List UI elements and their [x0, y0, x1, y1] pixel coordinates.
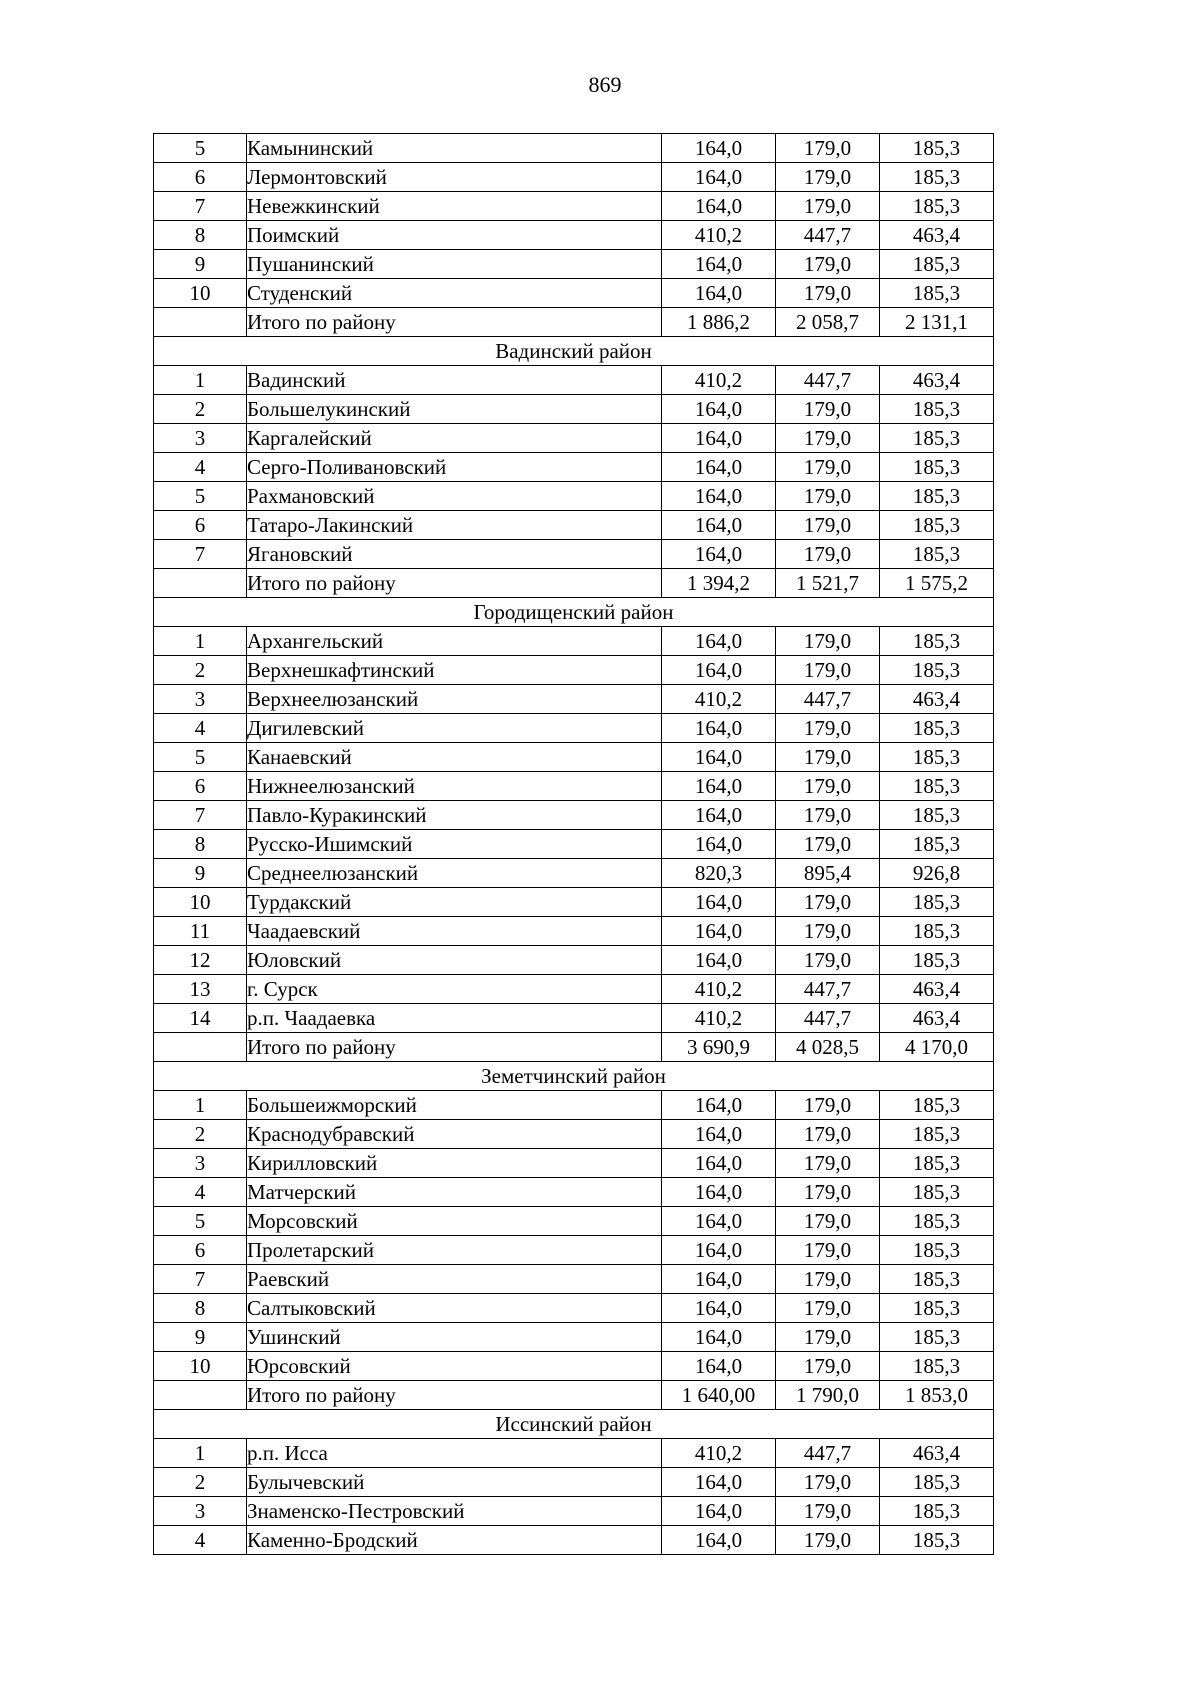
- row-number: 4: [154, 1526, 247, 1555]
- value-col-3: 185,3: [880, 917, 994, 946]
- total-row: [154, 1033, 994, 1062]
- table-row: [154, 627, 994, 656]
- value-col-3: 185,3: [880, 192, 994, 221]
- settlement-name: р.п. Исса: [247, 1439, 662, 1468]
- total-row: [154, 569, 994, 598]
- row-number: 7: [154, 801, 247, 830]
- value-col-2: 179,0: [776, 279, 880, 308]
- row-number: 1: [154, 627, 247, 656]
- value-col-2: 179,0: [776, 453, 880, 482]
- value-col-3: 185,3: [880, 482, 994, 511]
- settlement-name: Русско-Ишимский: [247, 830, 662, 859]
- settlement-name: Булычевский: [247, 1468, 662, 1497]
- value-col-3: 463,4: [880, 1004, 994, 1033]
- value-col-1: 164,0: [662, 192, 776, 221]
- table-row: [154, 714, 994, 743]
- value-col-3: 185,3: [880, 656, 994, 685]
- table-row: [154, 1091, 994, 1120]
- value-col-3: 185,3: [880, 1352, 994, 1381]
- row-number: 6: [154, 163, 247, 192]
- value-col-2: 895,4: [776, 859, 880, 888]
- row-number: 1: [154, 1439, 247, 1468]
- value-col-3: 926,8: [880, 859, 994, 888]
- settlement-name: Камынинский: [247, 134, 662, 163]
- table-row: [154, 1439, 994, 1468]
- value-col-1: 820,3: [662, 859, 776, 888]
- value-col-1: 164,0: [662, 134, 776, 163]
- value-col-1: 164,0: [662, 1468, 776, 1497]
- table-row: [154, 1265, 994, 1294]
- total-value-1: 1 886,2: [662, 308, 776, 337]
- total-value-3: 4 170,0: [880, 1033, 994, 1062]
- total-label: Итого по району: [247, 1033, 662, 1062]
- table-row: [154, 1526, 994, 1555]
- value-col-1: 410,2: [662, 975, 776, 1004]
- table-row: [154, 1352, 994, 1381]
- value-col-2: 179,0: [776, 830, 880, 859]
- settlement-name: г. Сурск: [247, 975, 662, 1004]
- value-col-2: 179,0: [776, 743, 880, 772]
- district-header-row: [154, 1062, 994, 1091]
- table-row: [154, 279, 994, 308]
- value-col-1: 164,0: [662, 1149, 776, 1178]
- value-col-1: 410,2: [662, 685, 776, 714]
- value-col-1: 164,0: [662, 772, 776, 801]
- table-row: [154, 1120, 994, 1149]
- table-row: [154, 801, 994, 830]
- row-number: 4: [154, 1178, 247, 1207]
- settlement-name: Поимский: [247, 221, 662, 250]
- total-label: Итого по району: [247, 569, 662, 598]
- settlement-name: Архангельский: [247, 627, 662, 656]
- value-col-2: 179,0: [776, 1497, 880, 1526]
- value-col-3: 463,4: [880, 975, 994, 1004]
- table-row: [154, 453, 994, 482]
- value-col-1: 164,0: [662, 627, 776, 656]
- value-col-1: 164,0: [662, 743, 776, 772]
- value-col-1: 164,0: [662, 714, 776, 743]
- value-col-1: 410,2: [662, 1439, 776, 1468]
- row-number: 13: [154, 975, 247, 1004]
- value-col-2: 447,7: [776, 366, 880, 395]
- value-col-2: 447,7: [776, 1439, 880, 1468]
- value-col-1: 164,0: [662, 1236, 776, 1265]
- value-col-3: 185,3: [880, 1497, 994, 1526]
- row-number: 12: [154, 946, 247, 975]
- value-col-3: 185,3: [880, 743, 994, 772]
- row-number: 8: [154, 221, 247, 250]
- row-number: 6: [154, 1236, 247, 1265]
- row-number: 7: [154, 1265, 247, 1294]
- value-col-1: 164,0: [662, 1265, 776, 1294]
- settlement-name: Пролетарский: [247, 1236, 662, 1265]
- table-row: [154, 1178, 994, 1207]
- value-col-1: 164,0: [662, 279, 776, 308]
- value-col-1: 164,0: [662, 1526, 776, 1555]
- row-number: 5: [154, 482, 247, 511]
- value-col-2: 179,0: [776, 1323, 880, 1352]
- total-value-3: 1 853,0: [880, 1381, 994, 1410]
- value-col-1: 164,0: [662, 1497, 776, 1526]
- value-col-3: 463,4: [880, 221, 994, 250]
- table-row: [154, 221, 994, 250]
- value-col-1: 164,0: [662, 482, 776, 511]
- funding-table: [153, 133, 994, 1555]
- table-row: [154, 163, 994, 192]
- row-number-empty: [154, 1381, 247, 1410]
- settlement-name: Юрсовский: [247, 1352, 662, 1381]
- total-value-2: 2 058,7: [776, 308, 880, 337]
- value-col-3: 185,3: [880, 395, 994, 424]
- settlement-name: Невежкинский: [247, 192, 662, 221]
- settlement-name: Салтыковский: [247, 1294, 662, 1323]
- settlement-name: Лермонтовский: [247, 163, 662, 192]
- value-col-2: 179,0: [776, 163, 880, 192]
- row-number: 5: [154, 743, 247, 772]
- table-body: [154, 134, 994, 1555]
- row-number: 8: [154, 830, 247, 859]
- value-col-2: 179,0: [776, 888, 880, 917]
- district-header: Городищенский район: [154, 598, 994, 627]
- settlement-name: Среднеелюзанский: [247, 859, 662, 888]
- value-col-2: 179,0: [776, 1149, 880, 1178]
- value-col-1: 164,0: [662, 1091, 776, 1120]
- table-row: [154, 743, 994, 772]
- value-col-2: 179,0: [776, 1352, 880, 1381]
- value-col-1: 164,0: [662, 946, 776, 975]
- value-col-2: 179,0: [776, 1294, 880, 1323]
- settlement-name: Вадинский: [247, 366, 662, 395]
- value-col-2: 179,0: [776, 395, 880, 424]
- settlement-name: Кирилловский: [247, 1149, 662, 1178]
- settlement-name: Знаменско-Пестровский: [247, 1497, 662, 1526]
- settlement-name: Турдакский: [247, 888, 662, 917]
- value-col-2: 179,0: [776, 511, 880, 540]
- row-number-empty: [154, 569, 247, 598]
- value-col-1: 164,0: [662, 888, 776, 917]
- value-col-2: 179,0: [776, 1526, 880, 1555]
- value-col-1: 164,0: [662, 656, 776, 685]
- district-header-row: [154, 1410, 994, 1439]
- settlement-name: Юловский: [247, 946, 662, 975]
- row-number: 5: [154, 134, 247, 163]
- settlement-name: Чаадаевский: [247, 917, 662, 946]
- value-col-2: 179,0: [776, 656, 880, 685]
- row-number: 14: [154, 1004, 247, 1033]
- value-col-3: 185,3: [880, 627, 994, 656]
- total-label: Итого по району: [247, 1381, 662, 1410]
- value-col-1: 164,0: [662, 163, 776, 192]
- table-row: [154, 250, 994, 279]
- value-col-3: 185,3: [880, 1294, 994, 1323]
- total-value-3: 2 131,1: [880, 308, 994, 337]
- table-row: [154, 1323, 994, 1352]
- value-col-1: 410,2: [662, 221, 776, 250]
- total-row: [154, 1381, 994, 1410]
- district-header: Иссинский район: [154, 1410, 994, 1439]
- page-number: 869: [588, 72, 622, 97]
- value-col-2: 179,0: [776, 946, 880, 975]
- value-col-2: 179,0: [776, 424, 880, 453]
- table-row: [154, 1207, 994, 1236]
- value-col-3: 463,4: [880, 685, 994, 714]
- value-col-2: 179,0: [776, 1265, 880, 1294]
- value-col-2: 179,0: [776, 1091, 880, 1120]
- value-col-3: 185,3: [880, 511, 994, 540]
- district-header-row: [154, 337, 994, 366]
- value-col-2: 179,0: [776, 1178, 880, 1207]
- value-col-1: 164,0: [662, 250, 776, 279]
- value-col-3: 185,3: [880, 946, 994, 975]
- value-col-3: 185,3: [880, 1323, 994, 1352]
- settlement-name: Рахмановский: [247, 482, 662, 511]
- value-col-3: 463,4: [880, 366, 994, 395]
- table-row: [154, 685, 994, 714]
- settlement-name: Студенский: [247, 279, 662, 308]
- settlement-name: Татаро-Лакинский: [247, 511, 662, 540]
- settlement-name: Большелукинский: [247, 395, 662, 424]
- table-row: [154, 946, 994, 975]
- row-number: 3: [154, 424, 247, 453]
- value-col-2: 179,0: [776, 482, 880, 511]
- total-value-1: 1 640,00: [662, 1381, 776, 1410]
- settlement-name: Большеижморский: [247, 1091, 662, 1120]
- settlement-name: Пушанинский: [247, 250, 662, 279]
- table-row: [154, 1294, 994, 1323]
- total-value-3: 1 575,2: [880, 569, 994, 598]
- value-col-1: 164,0: [662, 424, 776, 453]
- row-number: 9: [154, 859, 247, 888]
- row-number: 6: [154, 772, 247, 801]
- total-value-2: 4 028,5: [776, 1033, 880, 1062]
- value-col-1: 164,0: [662, 830, 776, 859]
- value-col-1: 164,0: [662, 1207, 776, 1236]
- settlement-name: Раевский: [247, 1265, 662, 1294]
- total-row: [154, 308, 994, 337]
- value-col-1: 164,0: [662, 453, 776, 482]
- total-value-2: 1 521,7: [776, 569, 880, 598]
- district-header: Вадинский район: [154, 337, 994, 366]
- value-col-2: 179,0: [776, 772, 880, 801]
- row-number: 7: [154, 192, 247, 221]
- settlement-name: Верхнеелюзанский: [247, 685, 662, 714]
- table-row: [154, 830, 994, 859]
- total-value-2: 1 790,0: [776, 1381, 880, 1410]
- row-number: 3: [154, 685, 247, 714]
- row-number: 10: [154, 888, 247, 917]
- value-col-3: 185,3: [880, 1236, 994, 1265]
- value-col-3: 185,3: [880, 1149, 994, 1178]
- row-number-empty: [154, 308, 247, 337]
- row-number: 2: [154, 656, 247, 685]
- value-col-3: 185,3: [880, 714, 994, 743]
- value-col-2: 179,0: [776, 1468, 880, 1497]
- value-col-3: 185,3: [880, 134, 994, 163]
- value-col-1: 164,0: [662, 1323, 776, 1352]
- table-row: [154, 482, 994, 511]
- row-number: 9: [154, 1323, 247, 1352]
- row-number: 2: [154, 1120, 247, 1149]
- settlement-name: Верхнешкафтинский: [247, 656, 662, 685]
- table-row: [154, 511, 994, 540]
- settlement-name: Морсовский: [247, 1207, 662, 1236]
- value-col-3: 185,3: [880, 250, 994, 279]
- settlement-name: Каргалейский: [247, 424, 662, 453]
- table-row: [154, 1497, 994, 1526]
- settlement-name: Канаевский: [247, 743, 662, 772]
- value-col-2: 447,7: [776, 1004, 880, 1033]
- value-col-1: 410,2: [662, 1004, 776, 1033]
- table-row: [154, 888, 994, 917]
- value-col-3: 185,3: [880, 772, 994, 801]
- settlement-name: Ушинский: [247, 1323, 662, 1352]
- table-row: [154, 1236, 994, 1265]
- value-col-1: 164,0: [662, 1178, 776, 1207]
- value-col-3: 185,3: [880, 830, 994, 859]
- value-col-3: 185,3: [880, 279, 994, 308]
- district-header: Земетчинский район: [154, 1062, 994, 1091]
- row-number: 9: [154, 250, 247, 279]
- value-col-1: 164,0: [662, 395, 776, 424]
- table-row: [154, 395, 994, 424]
- row-number: 7: [154, 540, 247, 569]
- row-number: 2: [154, 1468, 247, 1497]
- settlement-name: Краснодубравский: [247, 1120, 662, 1149]
- row-number: 3: [154, 1149, 247, 1178]
- settlement-name: Дигилевский: [247, 714, 662, 743]
- table-row: [154, 772, 994, 801]
- value-col-1: 164,0: [662, 917, 776, 946]
- value-col-3: 463,4: [880, 1439, 994, 1468]
- row-number: 2: [154, 395, 247, 424]
- value-col-3: 185,3: [880, 163, 994, 192]
- table-row: [154, 1468, 994, 1497]
- table-row: [154, 917, 994, 946]
- value-col-1: 164,0: [662, 511, 776, 540]
- settlement-name: р.п. Чаадаевка: [247, 1004, 662, 1033]
- value-col-2: 179,0: [776, 1236, 880, 1265]
- table-row: [154, 366, 994, 395]
- row-number: 1: [154, 1091, 247, 1120]
- settlement-name: Ягановский: [247, 540, 662, 569]
- table-row: [154, 192, 994, 221]
- value-col-3: 185,3: [880, 453, 994, 482]
- value-col-2: 179,0: [776, 1207, 880, 1236]
- value-col-1: 410,2: [662, 366, 776, 395]
- row-number-empty: [154, 1033, 247, 1062]
- row-number: 10: [154, 279, 247, 308]
- row-number: 1: [154, 366, 247, 395]
- value-col-3: 185,3: [880, 1091, 994, 1120]
- row-number: 4: [154, 453, 247, 482]
- value-col-2: 179,0: [776, 540, 880, 569]
- value-col-1: 164,0: [662, 1352, 776, 1381]
- table-row: [154, 540, 994, 569]
- settlement-name: Нижнеелюзанский: [247, 772, 662, 801]
- row-number: 3: [154, 1497, 247, 1526]
- settlement-name: Каменно-Бродский: [247, 1526, 662, 1555]
- table-row: [154, 1004, 994, 1033]
- table-row: [154, 859, 994, 888]
- table-row: [154, 656, 994, 685]
- total-label: Итого по району: [247, 308, 662, 337]
- value-col-2: 179,0: [776, 192, 880, 221]
- value-col-3: 185,3: [880, 801, 994, 830]
- row-number: 8: [154, 1294, 247, 1323]
- table-row: [154, 975, 994, 1004]
- row-number: 10: [154, 1352, 247, 1381]
- value-col-3: 185,3: [880, 1265, 994, 1294]
- value-col-2: 179,0: [776, 134, 880, 163]
- value-col-3: 185,3: [880, 1120, 994, 1149]
- row-number: 4: [154, 714, 247, 743]
- settlement-name: Павло-Куракинский: [247, 801, 662, 830]
- value-col-3: 185,3: [880, 1468, 994, 1497]
- value-col-3: 185,3: [880, 1207, 994, 1236]
- value-col-2: 447,7: [776, 685, 880, 714]
- row-number: 5: [154, 1207, 247, 1236]
- value-col-3: 185,3: [880, 540, 994, 569]
- value-col-2: 447,7: [776, 975, 880, 1004]
- value-col-2: 447,7: [776, 221, 880, 250]
- value-col-2: 179,0: [776, 627, 880, 656]
- value-col-2: 179,0: [776, 917, 880, 946]
- total-value-1: 3 690,9: [662, 1033, 776, 1062]
- settlement-name: Серго-Поливановский: [247, 453, 662, 482]
- value-col-2: 179,0: [776, 801, 880, 830]
- table-row: [154, 1149, 994, 1178]
- value-col-3: 185,3: [880, 888, 994, 917]
- table-row: [154, 134, 994, 163]
- settlement-name: Матчерский: [247, 1178, 662, 1207]
- total-value-1: 1 394,2: [662, 569, 776, 598]
- value-col-2: 179,0: [776, 250, 880, 279]
- district-header-row: [154, 598, 994, 627]
- row-number: 6: [154, 511, 247, 540]
- value-col-1: 164,0: [662, 1294, 776, 1323]
- value-col-1: 164,0: [662, 801, 776, 830]
- row-number: 11: [154, 917, 247, 946]
- value-col-3: 185,3: [880, 1526, 994, 1555]
- value-col-3: 185,3: [880, 1178, 994, 1207]
- value-col-2: 179,0: [776, 1120, 880, 1149]
- value-col-2: 179,0: [776, 714, 880, 743]
- table-row: [154, 424, 994, 453]
- value-col-1: 164,0: [662, 1120, 776, 1149]
- value-col-3: 185,3: [880, 424, 994, 453]
- value-col-1: 164,0: [662, 540, 776, 569]
